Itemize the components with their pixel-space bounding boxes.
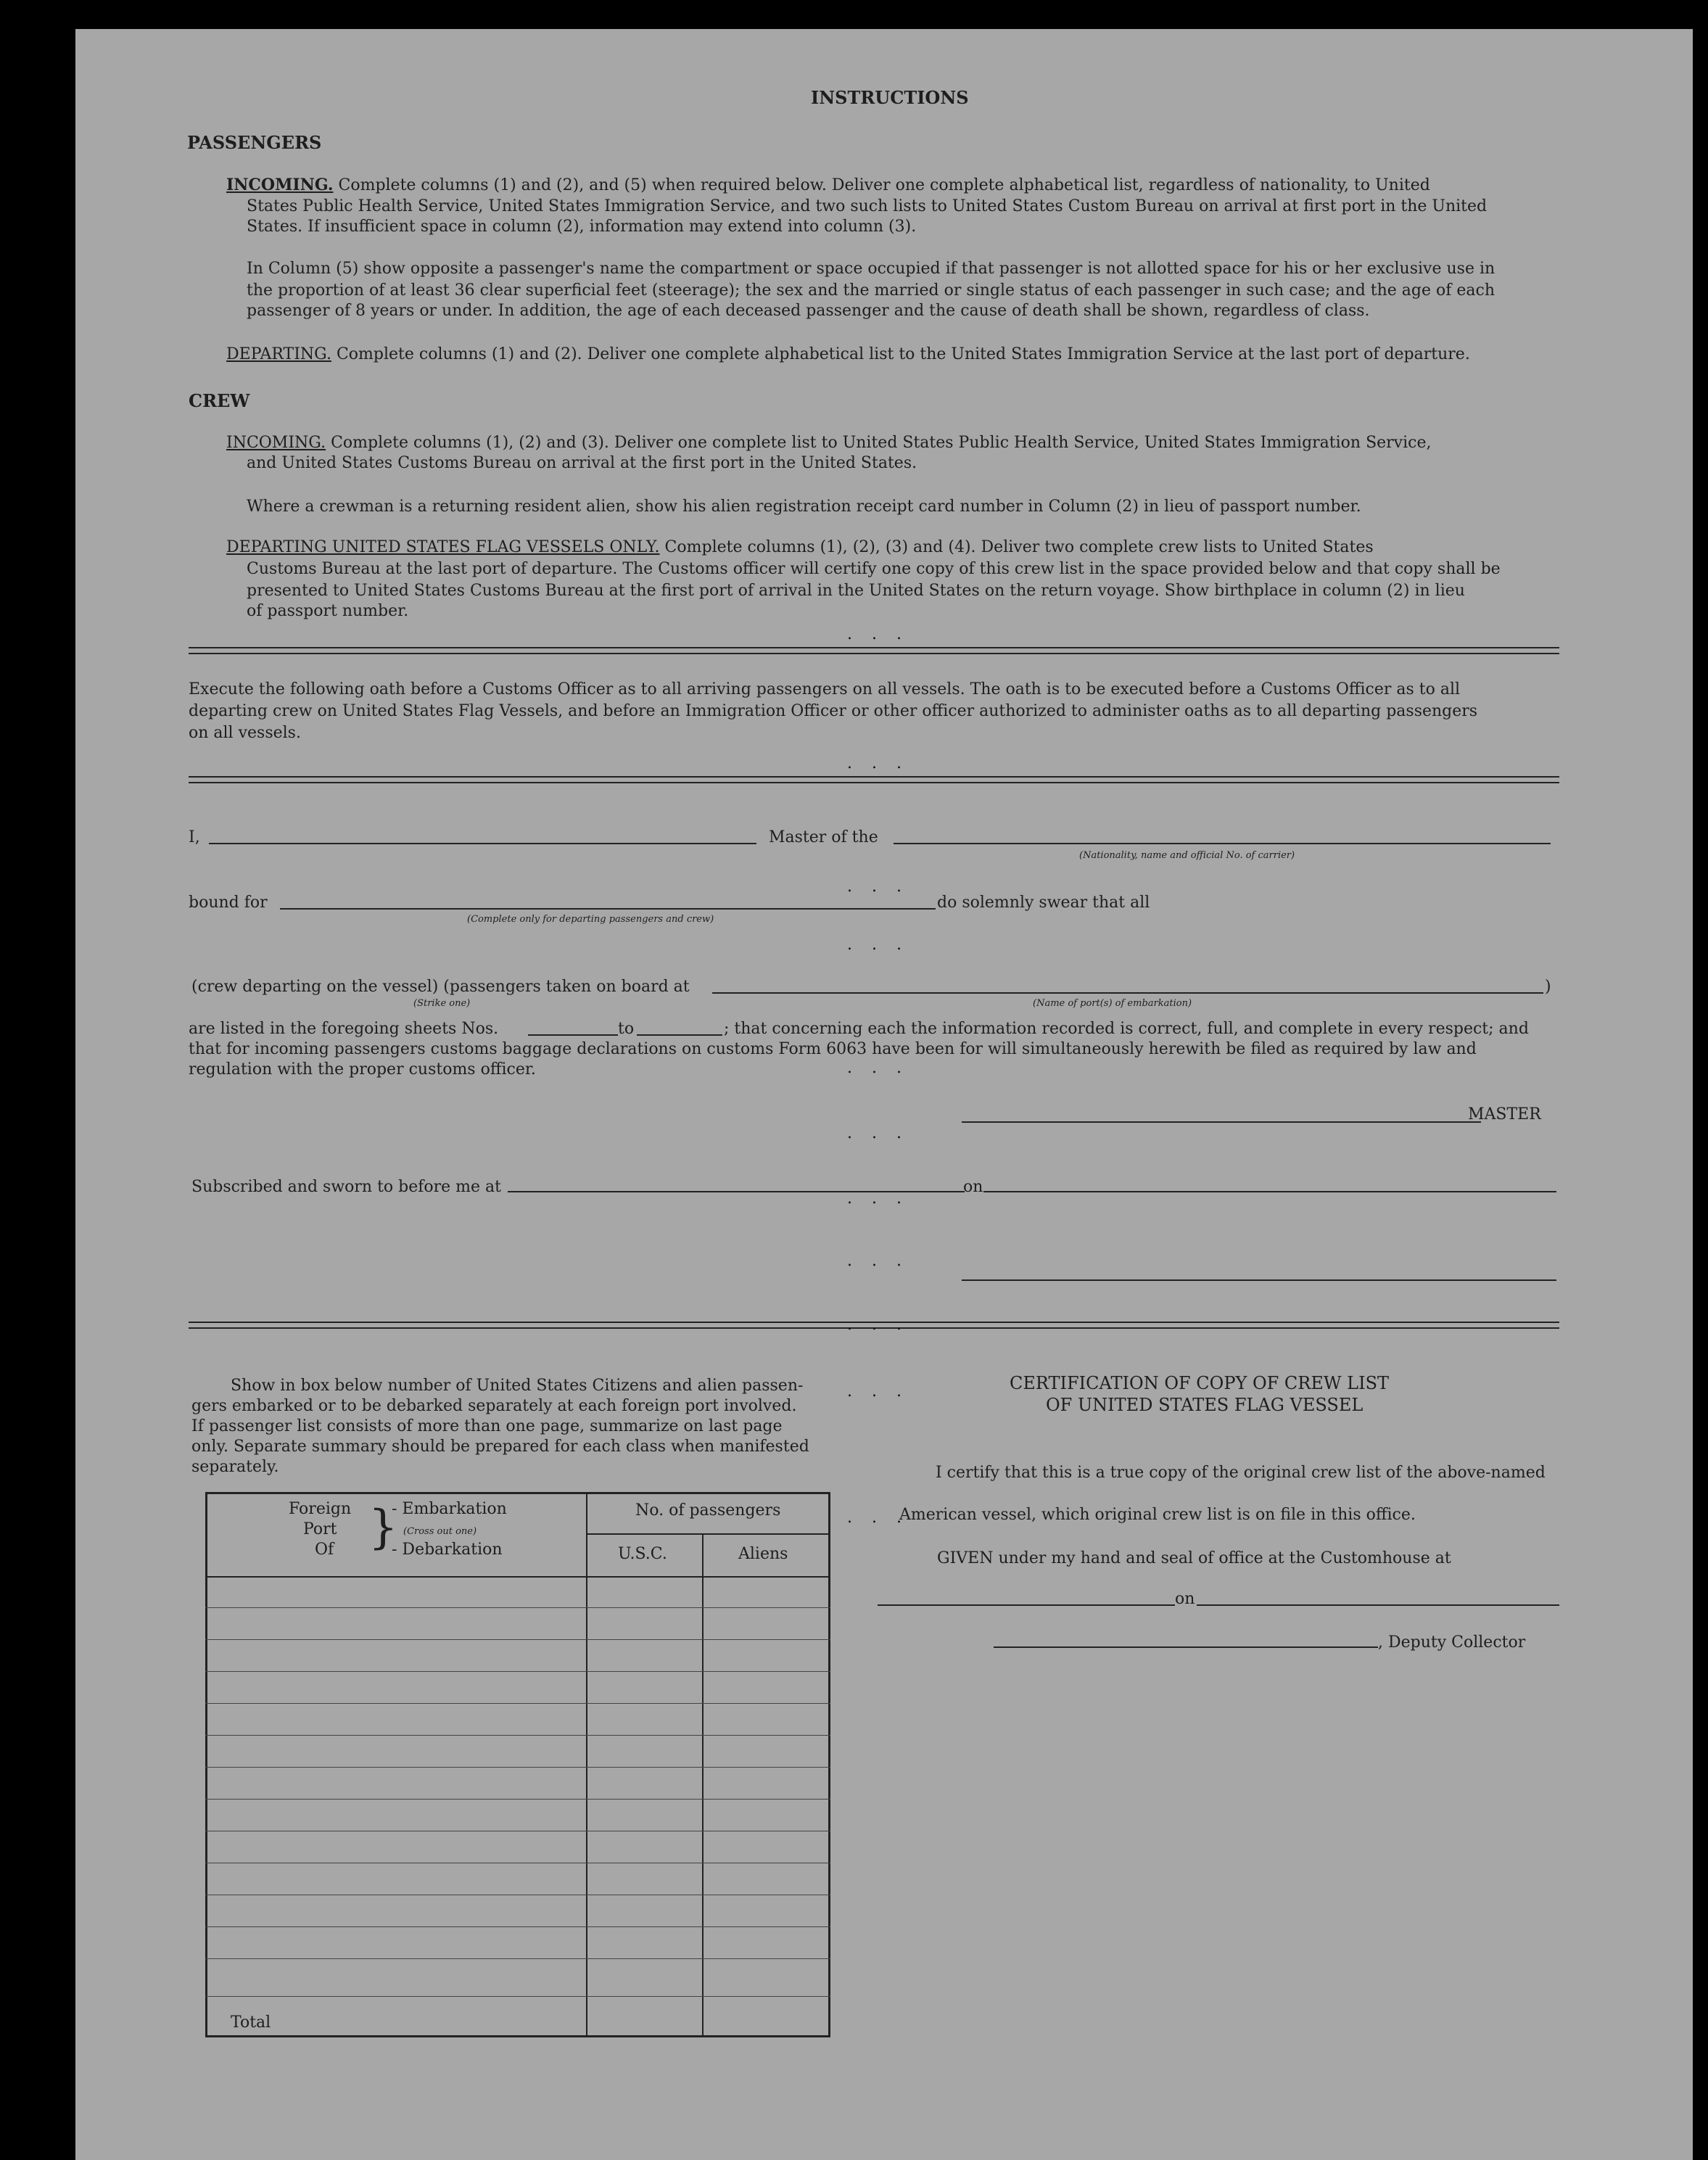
passengers-incoming	[226, 174, 1430, 197]
scan-dots: . . .	[847, 1190, 909, 1208]
carrier-field[interactable]	[894, 843, 1551, 844]
scan-dots: . . .	[847, 878, 909, 896]
port-embarkation-field[interactable]	[712, 992, 1543, 994]
passengers-departing-label: DEPARTING.	[226, 345, 331, 363]
table-debarkation: - Debarkation	[392, 1541, 503, 1559]
scan-dots: . . .	[847, 1316, 909, 1334]
table-row-line	[205, 1639, 830, 1640]
summary-line-2: gers embarked or to be debarked separately at each foreign port involved.	[191, 1397, 797, 1415]
scan-dots: . . .	[847, 1509, 909, 1527]
table-of: Of	[315, 1541, 334, 1559]
subscribed-on-label: on	[963, 1178, 983, 1196]
complete-only-hint: (Complete only for departing passengers and crew)	[467, 914, 714, 925]
table-port: Port	[303, 1520, 337, 1538]
sheet-to-field[interactable]	[637, 1034, 722, 1036]
master-of-the-label: Master of the	[769, 828, 878, 846]
foregoing-text-2: ; that concerning each the information recorded is correct, full, and complete in every respect; and	[724, 1020, 1529, 1038]
port-hint: (Name of port(s) of embarkation)	[1033, 998, 1192, 1009]
close-paren: )	[1545, 978, 1551, 996]
scan-dots: . . .	[847, 1382, 909, 1401]
divider-1b	[189, 653, 1559, 654]
table-row-line	[205, 1926, 830, 1927]
subscribed-date-field[interactable]	[983, 1191, 1556, 1192]
summary-line-4: only. Separate summary should be prepared for each class when manifested	[191, 1438, 809, 1456]
table-embarkation: - Embarkation	[392, 1500, 507, 1518]
certify-line-1: I certify that this is a true copy of the original crew list of the above-named	[936, 1464, 1546, 1482]
passengers-incoming-text-1: Complete columns (1) and (2), and (5) when required below. Deliver one complete alphabetical list, regardless of nationality, to United	[338, 176, 1430, 194]
deputy-signature-field[interactable]	[994, 1646, 1378, 1648]
passengers-departing	[226, 344, 1470, 366]
crew-departing-text-2: Customs Bureau at the last port of departure. The Customs officer will certify one copy of this crew list in the space provided below and that copy shall be	[247, 560, 1501, 578]
table-row-line	[205, 1767, 830, 1768]
scan-dots: . . .	[847, 625, 909, 643]
table-row-line	[205, 1703, 830, 1704]
to-label: to	[618, 1020, 635, 1038]
crew-incoming-text-1: Complete columns (1), (2) and (3). Deliver one complete list to United States Public Health Service, United States Immigration Service,	[331, 434, 1432, 452]
scan-dots: . . .	[847, 1059, 909, 1077]
scan-dots: . . .	[847, 1252, 909, 1270]
foregoing-text-1: are listed in the foregoing sheets Nos.	[189, 1020, 499, 1038]
table-subheader-line	[586, 1533, 830, 1535]
table-total: Total	[231, 2013, 271, 2032]
crew-departing-oath: (crew departing on the vessel) (passengers taken on board at	[191, 978, 690, 996]
table-foreign: Foreign	[289, 1500, 352, 1518]
instructions-title: INSTRUCTIONS	[811, 87, 969, 108]
certification-title-2: OF UNITED STATES FLAG VESSEL	[1046, 1395, 1363, 1415]
crew-incoming-text-2: and United States Customs Bureau on arrival at the first port in the United States.	[247, 454, 917, 472]
column5-text-3: passenger of 8 years or under. In addition, the age of each deceased passenger and the cause of death shall be shown, regardless of class.	[247, 302, 1370, 320]
crew-departing-text-4: of passport number.	[247, 602, 409, 620]
swear-text: do solemnly swear that all	[937, 894, 1150, 912]
oath-intro-2: departing crew on United States Flag Vessels, and before an Immigration Officer or other officer authorized to administer oaths as to all departing passengers	[189, 702, 1478, 720]
table-no-passengers: No. of passengers	[635, 1501, 781, 1520]
bound-for-label: bound for	[189, 894, 268, 912]
table-row-line	[205, 1607, 830, 1608]
scan-dots: . . .	[847, 1124, 909, 1142]
foregoing-line-3: regulation with the proper customs officer.	[189, 1060, 536, 1079]
summary-line-1: Show in box below number of United States Citizens and alien passen-	[231, 1377, 804, 1395]
brace-icon: }	[368, 1501, 398, 1554]
summary-line-5: separately.	[191, 1458, 279, 1476]
scan-dots: . . .	[847, 936, 909, 954]
certification-title-1: CERTIFICATION OF COPY OF CREW LIST	[1010, 1373, 1390, 1393]
given-line: GIVEN under my hand and seal of office at the Customhouse at	[937, 1549, 1451, 1567]
sheet-from-field[interactable]	[528, 1034, 618, 1036]
divider-2a	[189, 776, 1559, 778]
oath-intro-1: Execute the following oath before a Customs Officer as to all arriving passengers on all vessels. The oath is to be executed before a Customs Officer as to all	[189, 680, 1461, 698]
passengers-departing-text: Complete columns (1) and (2). Deliver one complete alphabetical list to the United States Immigration Service at the last port of departure.	[336, 345, 1470, 363]
foregoing-line-1	[189, 1018, 498, 1040]
crew-departing-text-1: Complete columns (1), (2), (3) and (4). Deliver two complete crew lists to United States	[664, 538, 1374, 556]
crew-heading: CREW	[189, 390, 250, 411]
oath-intro-3: on all vessels.	[189, 724, 301, 742]
strike-one-hint: (Strike one)	[413, 998, 471, 1009]
master-name-field[interactable]	[209, 843, 756, 844]
divider-2b	[189, 782, 1559, 783]
master-signature-field[interactable]	[962, 1121, 1481, 1123]
table-row-line	[205, 1735, 830, 1736]
scan-dots: . . .	[847, 754, 909, 772]
table-col-divider	[586, 1492, 587, 2037]
table-row-line	[205, 1996, 830, 1997]
summary-line-3: If passenger list consists of more than one page, summarize on last page	[191, 1417, 783, 1435]
cert-on-label: on	[1175, 1590, 1195, 1608]
crew-departing	[226, 537, 1374, 558]
foregoing-line-2: that for incoming passengers customs baggage declarations on customs Form 6063 have been for will simultaneously herewith be filed as required by law and	[189, 1040, 1477, 1058]
officer-signature-field[interactable]	[962, 1279, 1556, 1281]
divider-1a	[189, 647, 1559, 648]
master-label: MASTER	[1468, 1105, 1541, 1124]
crew-departing-label: DEPARTING UNITED STATES FLAG VESSELS ONLY.	[226, 538, 660, 556]
passenger-summary-table	[205, 1492, 830, 2037]
table-cross-out: (Cross out one)	[403, 1526, 477, 1537]
certify-line-2: American vessel, which original crew list is on file in this office.	[899, 1506, 1416, 1524]
table-row-line	[205, 1671, 830, 1672]
deputy-collector-label: , Deputy Collector	[1378, 1633, 1526, 1652]
crew-incoming-label: INCOMING.	[226, 434, 326, 452]
crew-incoming	[226, 432, 1431, 454]
bound-for-field[interactable]	[280, 908, 936, 910]
nationality-hint: (Nationality, name and official No. of carrier)	[1079, 850, 1295, 861]
crew-departing-text-3: presented to United States Customs Bureau at the first port of arrival in the United States on the return voyage. Show birthplace in column (2) in lieu	[247, 582, 1465, 600]
table-row-line	[205, 1958, 830, 1959]
table-aliens: Aliens	[738, 1545, 788, 1563]
passengers-incoming-text-3: States. If insufficient space in column (2), information may extend into column (3).	[247, 218, 917, 236]
column5-text-1: In Column (5) show opposite a passenger's name the compartment or space occupied if that passenger is not allotted space for his or her exclusive use in	[247, 260, 1495, 278]
table-row-line	[205, 1799, 830, 1800]
customhouse-field[interactable]	[878, 1604, 1175, 1606]
table-usc: U.S.C.	[618, 1545, 667, 1563]
passengers-incoming-text-2: States Public Health Service, United States Immigration Service, and two such lists to United States Custom Bureau on arrival at first port in the United	[247, 197, 1488, 215]
table-header-line	[205, 1576, 830, 1578]
passengers-heading: PASSENGERS	[187, 132, 322, 153]
table-col-divider	[702, 1533, 704, 2037]
cert-date-field[interactable]	[1197, 1604, 1559, 1606]
column5-text-2: the proportion of at least 36 clear superficial feet (steerage); the sex and the married or single status of each passenger in such case; and the age of each	[247, 281, 1495, 300]
oath-i-label: I,	[189, 828, 200, 846]
crew-returning-text: Where a crewman is a returning resident alien, show his alien registration receipt card number in Column (2) in lieu of passport number.	[247, 498, 1361, 516]
passengers-incoming-label: INCOMING.	[226, 176, 334, 194]
subscribed-label: Subscribed and sworn to before me at	[191, 1178, 502, 1196]
